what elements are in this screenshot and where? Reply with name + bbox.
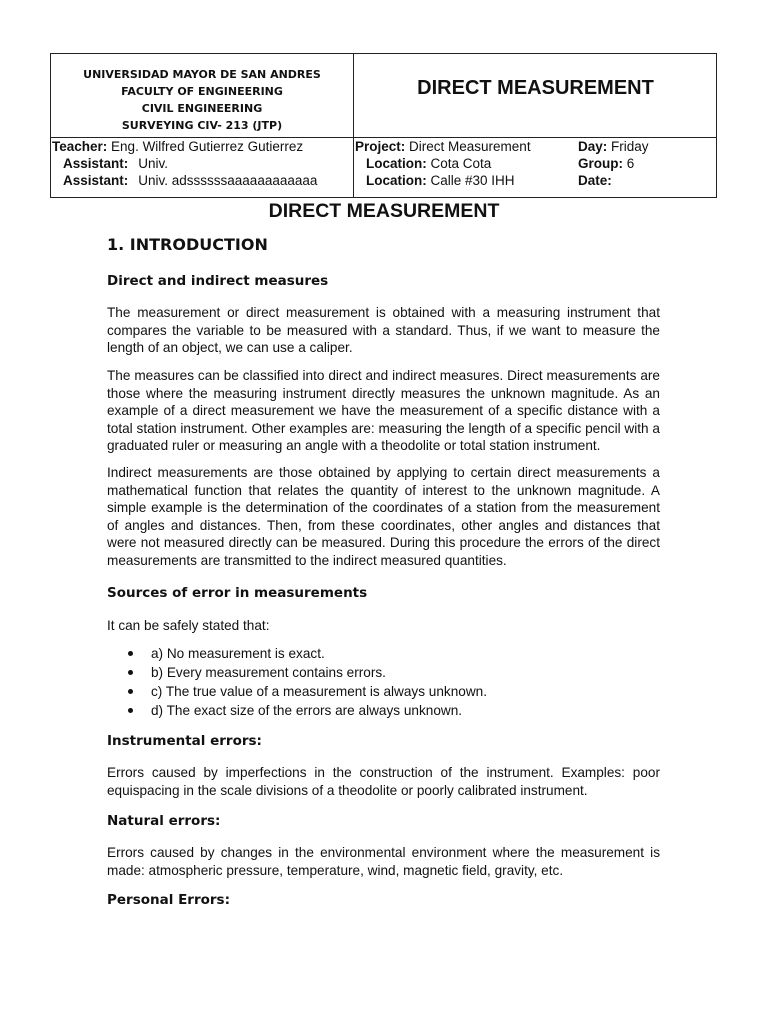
staff-info bbox=[52, 138, 317, 189]
assistant-label: Assistant: bbox=[63, 156, 129, 171]
course-name: SURVEYING CIV- 213 (JTP) bbox=[121, 119, 283, 132]
header-divider-vertical bbox=[353, 54, 354, 198]
department-name: CIVIL ENGINEERING bbox=[141, 102, 263, 115]
list-item bbox=[107, 682, 660, 701]
university-name: UNIVERSIDAD MAYOR DE SAN ANDRES bbox=[83, 68, 321, 81]
section-heading-introduction: 1. INTRODUCTION bbox=[107, 235, 268, 254]
subheading-direct-indirect: Direct and indirect measures bbox=[107, 273, 329, 289]
day-value: Friday bbox=[611, 139, 649, 154]
bullet-icon bbox=[128, 689, 133, 694]
project-value: Direct Measurement bbox=[409, 139, 531, 154]
paragraph-safely-stated: It can be safely stated that: bbox=[107, 618, 270, 633]
teacher-label: Teacher: bbox=[52, 139, 108, 154]
subheading-personal-errors: Personal Errors: bbox=[107, 892, 230, 908]
bullet-icon bbox=[128, 670, 133, 675]
paragraph-direct-measurement: The measurement or direct measurement is obtained with a measuring instrument that compares the variable to be measured with a standard. Thus, if we want to measure the length of an object, we can use a caliper. bbox=[107, 305, 660, 356]
assistant-1-value: Univ. bbox=[138, 156, 169, 171]
group-value: 6 bbox=[626, 156, 635, 171]
list-item bbox=[107, 663, 660, 682]
list-item-text: c) The true value of a measurement is always unknown. bbox=[151, 684, 487, 699]
day-label: Day: bbox=[578, 139, 608, 154]
location-2-value: Calle #30 IHH bbox=[430, 173, 515, 188]
list-item bbox=[107, 701, 660, 720]
location-label: Location: bbox=[366, 156, 427, 171]
header-doc-title: DIRECT MEASUREMENT bbox=[417, 77, 654, 99]
schedule-info bbox=[578, 138, 649, 189]
list-item-text: a) No measurement is exact. bbox=[151, 646, 325, 661]
group-label: Group: bbox=[578, 156, 623, 171]
assistant-2-value: Univ. adssssssaaaaaaaaaaaa bbox=[138, 173, 318, 188]
list-item-text: d) The exact size of the errors are always unknown. bbox=[151, 703, 463, 718]
paragraph-classification: The measures can be classified into direct and indirect measures. Direct measurements are those where the measuring instrument directly measures the unknown magnitude. As an example of a direct measurement we have the measurement of a specific distance with a total station instrument. Other examples are: measuring the length of a specific pencil with a graduated ruler or measuring an angle with a theodolite or total station instrument. bbox=[107, 368, 660, 454]
location-1-value: Cota Cota bbox=[430, 156, 492, 171]
header-table bbox=[50, 53, 717, 198]
paragraph-instrumental-errors: Errors caused by imperfections in the construction of the instrument. Examples: poor equispacing in the scale divisions of a theodolite or poorly calibrated instrument. bbox=[107, 765, 660, 798]
project-info bbox=[355, 138, 531, 189]
subheading-sources-of-error: Sources of error in measurements bbox=[107, 585, 368, 601]
subheading-instrumental-errors: Instrumental errors: bbox=[107, 733, 262, 749]
university-block bbox=[51, 66, 353, 134]
list-item bbox=[107, 644, 660, 663]
error-facts-list bbox=[107, 644, 660, 720]
faculty-name: FACULTY OF ENGINEERING bbox=[121, 85, 283, 98]
paragraph-indirect-measurement: Indirect measurements are those obtained by applying to certain direct measurements a mathematical function that relates the quantity of interest to the unknown magnitude. A simple example is the determination of the coordinates of a station from the measurement of angles and distances. Then, from these coordinates, other angles and distances that were not measured directly can be measured. During this procedure the errors of the direct measurements are transmitted to the indirect measured quantities. bbox=[107, 465, 660, 568]
bullet-icon bbox=[128, 651, 133, 656]
location-label: Location: bbox=[366, 173, 427, 188]
subheading-natural-errors: Natural errors: bbox=[107, 813, 221, 829]
bullet-icon bbox=[128, 708, 133, 713]
paragraph-natural-errors: Errors caused by changes in the environmental environment where the measurement is made: atmospheric pressure, temperature, wind, magnetic field, gravity, etc. bbox=[107, 845, 660, 878]
date-label: Date: bbox=[578, 173, 612, 188]
assistant-label: Assistant: bbox=[63, 173, 129, 188]
teacher-value: Eng. Wilfred Gutierrez Gutierrez bbox=[111, 139, 304, 154]
page-title: DIRECT MEASUREMENT bbox=[268, 200, 500, 222]
list-item-text: b) Every measurement contains errors. bbox=[151, 665, 386, 680]
project-label: Project: bbox=[355, 139, 406, 154]
